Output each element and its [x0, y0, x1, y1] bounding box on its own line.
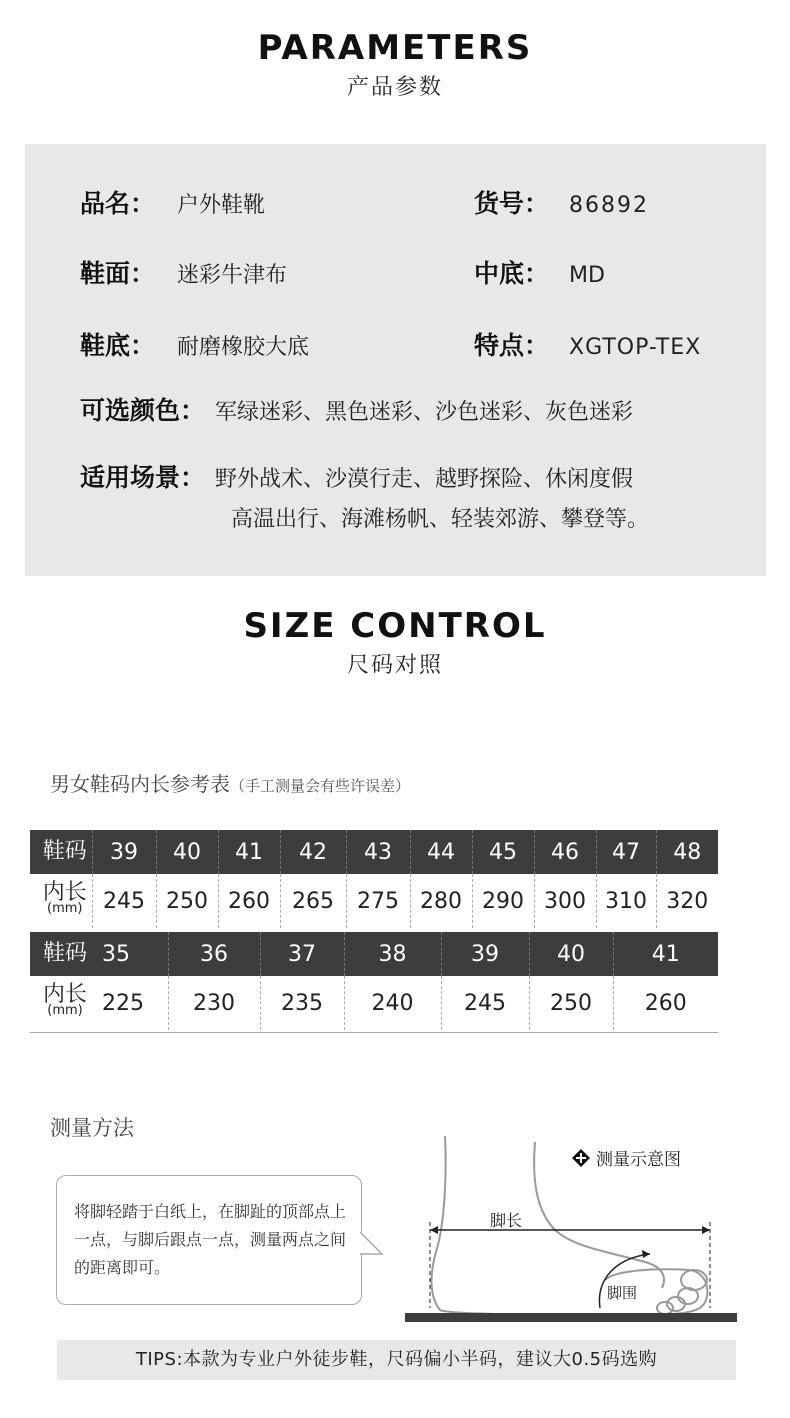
- length-label-cell: [30, 874, 92, 928]
- param-scenes-line1: 野外战术、沙漠行走、越野探险、休闲度假: [215, 467, 634, 492]
- size-cell: 41: [218, 830, 280, 874]
- param-upper-label: 鞋面：: [80, 259, 156, 288]
- size-table-note: （手工测量会有些许误差）: [230, 777, 411, 795]
- length-cell: 320: [656, 874, 718, 928]
- size-label-cell: 鞋码: [30, 932, 92, 976]
- length-cell: 300: [534, 874, 596, 928]
- size-cell: 47: [596, 830, 656, 874]
- length-cell: 235: [260, 976, 344, 1030]
- param-midsole-value: MD: [569, 263, 605, 288]
- measure-title: 测量方法: [50, 1116, 134, 1140]
- length-cell: 245: [441, 976, 529, 1030]
- parameters-subtitle: 产品参数: [346, 75, 443, 100]
- param-sku-label: 货号：: [474, 189, 550, 218]
- size-table-title-text: 男女鞋码内长参考表: [50, 772, 230, 796]
- size-cell: 46: [534, 830, 596, 874]
- length-label-cell: [30, 976, 92, 1030]
- length-label: 内长: [42, 982, 87, 1007]
- size-label-cell: 鞋码: [30, 830, 92, 874]
- length-row: [30, 874, 718, 928]
- param-feature: [474, 326, 701, 362]
- length-cell: 260: [218, 874, 280, 928]
- bubble-tail: [360, 1230, 390, 1260]
- param-feature-value: XGTOP-TEX: [569, 335, 702, 360]
- length-cell: 265: [280, 874, 346, 928]
- param-upper-value: 迷彩牛津布: [177, 263, 288, 288]
- size-table-women: [30, 932, 718, 1030]
- table-bottom-divider: [30, 1032, 718, 1033]
- instruction-text: 将脚轻踏于白纸上，在脚趾的顶部点上一点，与脚后跟点一点，测量两点之间的距离即可。: [74, 1202, 347, 1277]
- diagram-legend-label: 测量示意图: [596, 1150, 681, 1170]
- length-cell: 230: [168, 976, 260, 1030]
- size-cell: 48: [656, 830, 718, 874]
- length-cell: 290: [472, 874, 534, 928]
- param-midsole: [474, 254, 605, 290]
- foot-length-label: 脚长: [490, 1211, 523, 1230]
- param-scenes: [80, 458, 633, 494]
- param-outsole: [80, 326, 309, 362]
- size-table-men: [30, 830, 718, 928]
- length-cell: 310: [596, 874, 656, 928]
- param-upper: [80, 254, 287, 290]
- length-cell: 240: [344, 976, 441, 1030]
- length-cell: 245: [92, 874, 156, 928]
- param-name-label: 品名：: [80, 189, 156, 218]
- length-cell: 280: [410, 874, 472, 928]
- foot-girth-label: 脚围: [607, 1284, 638, 1302]
- size-cell: 36: [168, 932, 260, 976]
- length-cell: 250: [529, 976, 613, 1030]
- length-cell: 275: [346, 874, 410, 928]
- param-midsole-label: 中底：: [474, 259, 550, 288]
- size-cell: 37: [260, 932, 344, 976]
- size-cell: 40: [529, 932, 613, 976]
- size-cell: 44: [410, 830, 472, 874]
- size-cell: 40: [156, 830, 218, 874]
- param-colors: [80, 391, 633, 427]
- length-cell: 260: [613, 976, 718, 1030]
- length-cell: 250: [156, 874, 218, 928]
- size-cell: 45: [472, 830, 534, 874]
- size-control-title: SIZE CONTROL: [243, 606, 547, 646]
- param-outsole-value: 耐磨橡胶大底: [177, 335, 310, 360]
- length-unit: (mm): [47, 901, 83, 916]
- param-sku: [474, 184, 649, 220]
- size-cell: 35: [92, 932, 168, 976]
- tips-banner: TIPS:本款为专业户外徒步鞋，尺码偏小半码，建议大0.5码选购: [57, 1340, 736, 1380]
- length-unit: (mm): [47, 1003, 83, 1018]
- param-name-value: 户外鞋靴: [177, 193, 266, 218]
- foot-diagram: [400, 1130, 740, 1330]
- param-colors-label: 可选颜色：: [80, 396, 206, 425]
- size-cell: 39: [441, 932, 529, 976]
- size-cell: 39: [92, 830, 156, 874]
- param-colors-value: 军绿迷彩、黑色迷彩、沙色迷彩、灰色迷彩: [215, 400, 634, 425]
- param-sku-value: 86892: [569, 193, 650, 218]
- param-scenes-label: 适用场景：: [80, 463, 206, 492]
- size-row: [30, 932, 718, 976]
- param-feature-label: 特点：: [474, 331, 550, 360]
- size-cell: 38: [344, 932, 441, 976]
- parameters-title: PARAMETERS: [257, 28, 533, 68]
- length-label: 内长: [42, 880, 87, 905]
- size-table-title: [50, 768, 410, 797]
- size-cell: 42: [280, 830, 346, 874]
- length-row: [30, 976, 718, 1030]
- size-row: [30, 830, 718, 874]
- param-name: [80, 184, 265, 220]
- size-control-subtitle: 尺码对照: [346, 653, 443, 678]
- param-scenes-line2: 高温出行、海滩杨帆、轻装郊游、攀登等。: [231, 507, 650, 532]
- length-cell: 225: [92, 976, 168, 1030]
- size-cell: 41: [613, 932, 718, 976]
- size-cell: 43: [346, 830, 410, 874]
- param-outsole-label: 鞋底：: [80, 331, 156, 360]
